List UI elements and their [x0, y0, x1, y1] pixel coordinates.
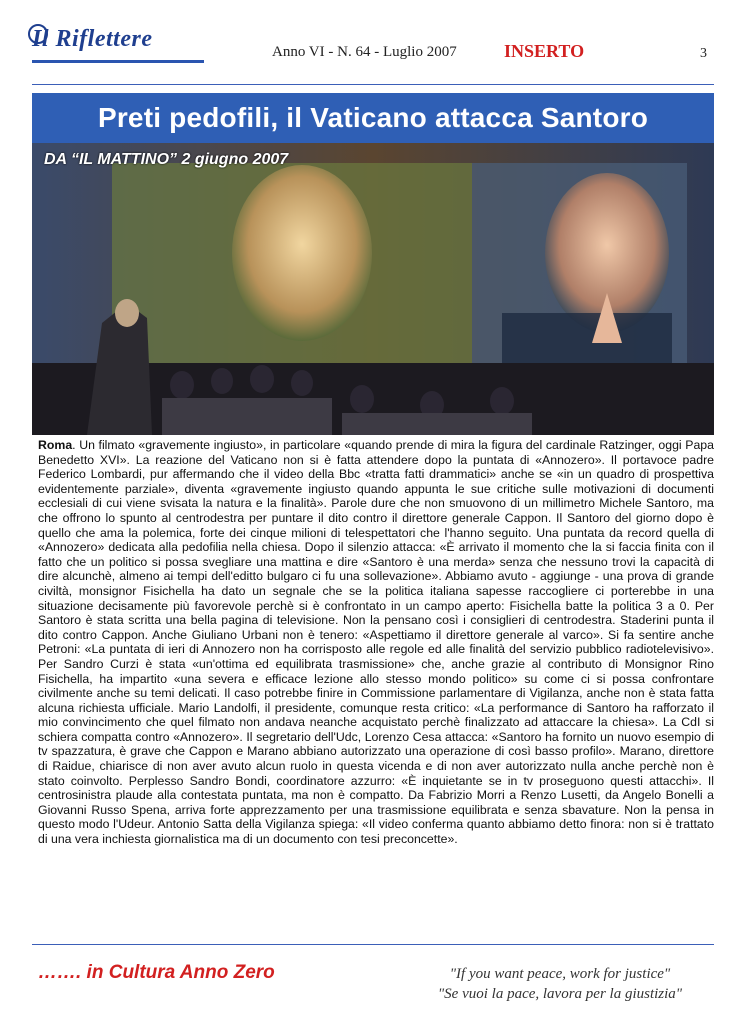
issue-info: Anno VI - N. 64 - Luglio 2007	[272, 44, 457, 60]
logo-underline	[32, 60, 204, 63]
footer-quote	[400, 964, 720, 1004]
header-divider	[32, 84, 714, 85]
section-label: INSERTO	[504, 41, 585, 61]
headline: Preti pedofili, il Vaticano attacca Santoro	[97, 102, 649, 133]
photo-source-caption: DA “IL MATTINO” 2 giugno 2007	[44, 151, 289, 168]
article-body	[38, 438, 714, 847]
article-text: . Un filmato «gravemente ingiusto», in particolare «quando prende di mira la figura del cardinale Ratzinger, oggi Papa Benedetto XVI». La reazione del Vaticano non si è fatta attendere dopo la puntata di «Annozero». Il portavoce padre Federico Lombardi, pur affermando che il video della Bbc «tratta fatti drammatici» anche se «in un quadro di prospettiva evidentemente parziale», diventa «gravemente ingiusto quando appunta le sue critiche sulle motivazioni di documenti ecclesiali di cui viene svisata la natura e la finalità». Parole dure che non smuovono di un millimetro Michele Santoro, ma che offrono lo spunto al centrodestra per puntare il dito contro il direttore generale Cappon. Il Santoro del giorno dopo è quello che ama la polemica, forte dei cinque milioni di telespettatori che l'hanno seguito. Una puntata da record quella di «Annozero» dedicata alla pedofilia nella chiesa. Dopo il silenzio attacca: «È arrivato il momento che la si faccia finita con il fatto che un politico si possa svegliare una mattina e dire «Santoro è una merda» senza che nessuno trovi la capacità di dire alcunchè, almeno ai tempi dell'editto bulgaro ci fu una sollevazione». Abbiamo avuto - aggiunge - una prova di grande civiltà, monsignor Fisichella ha dato un segnale che se la politica italiana sapesse raccogliere ci porterebbe in una situazione decisamente più favorevole perchè si è confrontato in un campo aperto: Fisichella batte la politica 3 a 0. Per Santoro è stata scritta una bella pagina di televisione. Non la pensano così i consiglieri di centrodestra. Staderini punta il dito contro Cappon. Anche Giuliano Urbani non è tenero: «Aspettiamo il direttore generale al varco». Si fa sentire anche Petroni: «La puntata di ieri di Annozero non ha corrisposto alle regole ed alle finalità del servizio pubblico radiotelevisivo». Per Sandro Curzi è stata «un'ottima ed equilibrata trasmissione» che, anche grazie al contributo di Monsignor Rino Fisichella, ha impartito «una severa e efficace lezione allo stesso mondo politico» su come ci si possa confrontare civilmente anche su temi delicati. Il caso potrebbe finire in Commissione parlamentare di Vigilanza, anche non è stata fatta alcuna richiesta ufficiale. Mario Landolfi, il presidente, comunque resta critico: «La performance di Santoro ha rafforzato il mio convincimento che quel filmato non andava neanche acquistato perchè finalizzato ad attaccare la chiesa». La CdI si schiera compatta contro «Annozero». Il segretario dell'Udc, Lorenzo Cesa attacca: «Santoro ha fornito un nuovo esempio di tv spazzatura, è grave che Cappon e Marano abbiano autorizzato una operazione di così basso profilo». Marano, direttore di Raidue, chiarisce di non aver avuto alcun ruolo in questa vicenda e di non aver autorizzato nulla anche perchè non è stato coinvolto. Perplesso Sandro Bondi, coordinatore azzurro: «È inquietante se in tv proseguono questi attacchi». Il centrosinistra plaude alla contestata puntata, ma non è compatto. Da Fabrizio Morri a Renzo Lusetti, da Angelo Bonelli a Giovanni Russo Spena, arriva forte apprezzamento per una trasmissione equilibrata e senza sbavature. Non la pensa in questo modo l'Udeur. Antonio Satta della Vigilanza spiega: «Il video conferma quanto abbiamo detto finora: non si è trattato di una vera inchiesta giornalistica ma di un documento con tesi preconcette».	[38, 438, 714, 847]
quote-italian: "Se vuoi la pace, lavora per la giustizia"	[437, 986, 683, 1002]
headline-bar	[32, 93, 714, 143]
page-number: 3	[700, 46, 707, 61]
footer-title: ……. in Cultura Anno Zero	[38, 962, 275, 983]
quote-english: "If you want peace, work for justice"	[449, 966, 671, 982]
article-lead: Roma	[38, 438, 73, 452]
photo-illustration	[32, 143, 714, 435]
tv-studio-photo	[32, 143, 714, 435]
masthead	[32, 22, 712, 68]
logo: Il Riflettere	[32, 26, 153, 52]
footer-divider	[32, 944, 714, 945]
